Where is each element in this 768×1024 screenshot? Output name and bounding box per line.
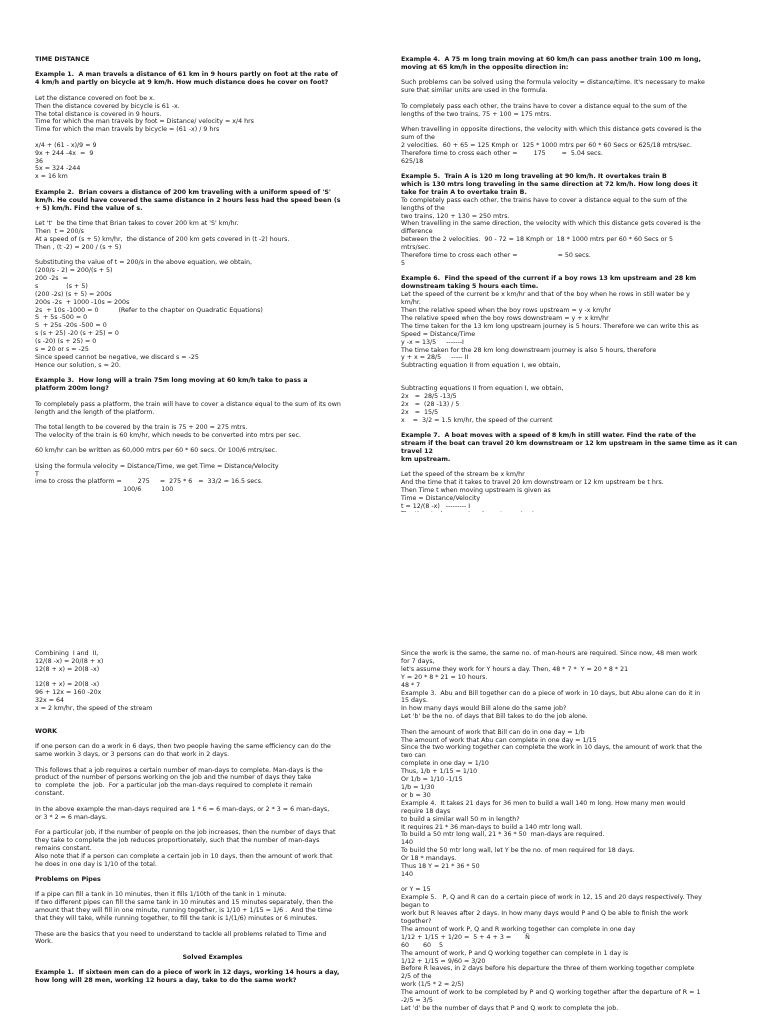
- text-line: lengths of the two trains, 75 + 100 = 175 mtrs.: [401, 110, 552, 118]
- text-line: (s -20) (s + 25) = 0: [35, 338, 97, 346]
- text-line: or 3 * 2 = 6 man-days.: [35, 813, 108, 821]
- heading-line: moving at 65 km/h in the opposite direction in:: [401, 63, 569, 71]
- text-line: To build the 50 mtr long wall, let Y be the no. of men required for 18 days.: [401, 847, 635, 855]
- text-line: ime to cross the platform = 275 = 275 * 6 = 33/2 = 16.5 secs.: [35, 478, 263, 486]
- text-line: [401, 464, 756, 472]
- text-line: 140: [401, 870, 414, 878]
- text-line: Before R leaves, in 2 days before his departure the three of them working together complete: [401, 965, 695, 973]
- text-line: [35, 759, 390, 767]
- text-line: Or 1/b = 1/10 -1/15: [401, 776, 463, 784]
- text-line: To build a 50 mtr long wall, 21 * 36 * 50 man-days are required.: [401, 831, 605, 839]
- text-line: Work.: [35, 938, 53, 946]
- text-line: lengths of the: [401, 204, 445, 212]
- text-line: x = 2 km/hr, the speed of the stream: [35, 704, 153, 712]
- text-line: Therefore time to cross each other = = 50 secs.: [401, 252, 591, 260]
- top-right-column: [401, 56, 756, 527]
- text-line: [35, 736, 390, 744]
- text-line: Then the amount of work that Bill can do in one day = 1/b: [401, 728, 585, 736]
- text-line: S + 5s -500 = 0: [35, 314, 88, 322]
- text-line: Thus 18 Y = 21 * 36 * 50: [401, 863, 480, 871]
- text-line: 96 + 12x = 160 -20x: [35, 689, 102, 697]
- text-line: [35, 713, 390, 721]
- text-line: 2x = 28/5 -13/5: [401, 393, 457, 401]
- text-line: [35, 720, 390, 728]
- text-line: The amount of work that Abu can complete in one day = 1/15: [401, 736, 597, 744]
- text-line: Subtracting equation II from equation I, we obtain,: [401, 362, 561, 370]
- text-line: length and the length of the platform.: [35, 408, 155, 416]
- text-line: [401, 879, 756, 887]
- bottom-right-column: [401, 650, 756, 1013]
- text-line: [35, 455, 390, 463]
- text-line: Time for which the man travels by foot = Distance/ velocity = x/4 hrs: [35, 118, 254, 126]
- text-line: km/hr.: [401, 299, 421, 307]
- text-line: Therefore time to cross each other = 175 = 5.04 secs.: [401, 149, 603, 157]
- text-line: [401, 95, 756, 103]
- text-line: or Y = 15: [401, 886, 431, 894]
- text-line: 60 60 5: [401, 941, 444, 949]
- text-line: At a speed of (s + 5) km/hr, the distance of 200 km gets covered in (t -2) hours.: [35, 235, 290, 243]
- text-line: or b = 30: [401, 791, 431, 799]
- text-line: two can: [401, 752, 426, 760]
- text-line: Time for which the man travels by bicycle = (61 -x) / 9 hrs: [35, 126, 220, 134]
- text-line: [35, 946, 390, 954]
- text-line: difference: [401, 228, 433, 236]
- text-line: T: [35, 470, 39, 478]
- text-line: (200/s - 2) = 200/(s + 5): [35, 267, 113, 275]
- text-line: Since the work is the same, the same no. of man-hours are required. Since now, 48 men work: [401, 650, 698, 657]
- text-line: amount that they will fill in one minute, running together, is 1/10 + 1/15 = 1/6 . And the time: [35, 907, 332, 915]
- text-line: 15 days.: [401, 697, 428, 705]
- heading-line: + 5) km/h. Find the value of s.: [35, 204, 143, 212]
- page-bottom: [0, 512, 768, 1024]
- text-line: 2s + 10s -1000 = 0 (Refer to the chapter on Quadratic Equations): [35, 306, 263, 314]
- text-line: Substituting the value of t = 200/s in the above equation, we obtain,: [35, 259, 253, 267]
- text-line: Or 18 * mandays.: [401, 855, 457, 863]
- text-line: s (s + 25) -20 (s + 25) = 0: [35, 330, 119, 338]
- top-left-column: [35, 56, 390, 494]
- text-line: they take to complete the job reduces proportionately, such that the number of man-days: [35, 836, 320, 844]
- text-line: 625/18: [401, 157, 424, 165]
- text-line: [35, 923, 390, 931]
- text-line: 9x + 244 -4x = 9: [35, 149, 94, 157]
- text-line: The velocity of the train is 60 km/hr, which needs to be converted into mtrs per sec.: [35, 431, 301, 439]
- heading-line: Example 1. A man travels a distance of 61 km in 9 hours partly on foot at the rate of: [35, 71, 338, 79]
- heading-line: Example 1. If sixteen men can do a piece of work in 12 days, working 14 hours a day,: [35, 969, 340, 977]
- text-line: 12(8 + x) = 20(8 -x): [35, 681, 100, 689]
- text-line: The amount of work, P and Q working together can complete in 1 day is: [401, 949, 629, 957]
- text-line: work but R leaves after 2 days. In how many days would P and Q be able to finish the work: [401, 910, 689, 918]
- text-line: Let 'b' be the no. of days that Bill takes to do the job alone.: [401, 713, 588, 721]
- heading-line: Example 7. A boat moves with a speed of 8 km/h in still water. Find the rate of the: [401, 432, 697, 440]
- text-line: The time taken for the 28 km long downstream journey is also 5 hours, therefore: [401, 346, 657, 354]
- text-line: Speed = Distance/Time: [401, 330, 476, 338]
- text-line: [401, 425, 756, 433]
- text-line: s = 20 or s = -25: [35, 346, 89, 354]
- text-line: x/4 + (61 - x)/9 = 9: [35, 141, 97, 149]
- heading-line: which is 130 mtrs long traveling in the same direction at 72 km/h. How long does it: [401, 180, 698, 188]
- text-line: x = 3/2 = 1.5 km/hr, the speed of the current: [401, 416, 553, 424]
- text-line: Such problems can be solved using the formula velocity = distance/time. It's necessary to make: [401, 79, 705, 87]
- heading-line: TIME DISTANCE: [35, 56, 90, 63]
- text-line: 1/12 + 1/15 + 1/20 = 5 + 4 + 3 = Ñ: [401, 933, 530, 941]
- text-line: If one person can do a work in 6 days, then two people having the same efficiency can do the: [35, 743, 331, 751]
- heading-line: Example 6. Find the speed of the current if a boy rows 13 km upstream and 28 km: [401, 275, 697, 283]
- text-line: When travelling in the same direction, the velocity with which this distance gets covered is the: [401, 220, 701, 228]
- text-line: 1/12 + 1/15 = 9/60 = 3/20: [401, 957, 486, 965]
- text-line: [401, 268, 756, 276]
- text-line: Using the formula velocity = Distance/Time, we get Time = Distance/Velocity: [35, 462, 279, 470]
- heading-line: Solved Examples: [182, 953, 243, 961]
- text-line: The amount of work P, Q and R working together can complete in one day: [401, 925, 636, 933]
- heading-line: Example 2. Brian covers a distance of 200 km traveling with a uniform speed of 'S': [35, 188, 331, 196]
- text-line: Let 'd' be the number of days that P and Q work to complete the job.: [401, 1004, 619, 1012]
- text-line: sure that similar units are used in the formula.: [401, 87, 548, 95]
- heading-line: Example 3. How long will a train 75m long moving at 60 km/h take to pass a: [35, 377, 308, 385]
- text-line: t = 12/(8 -x) --------- I: [401, 503, 471, 510]
- heading-line: 4 km/h and partly on bicycle at 9 km/h. How much distance does he cover on foot?: [35, 79, 329, 87]
- text-line: [35, 181, 390, 189]
- text-line: [35, 962, 390, 970]
- text-line: Thus, 1/b + 1/15 = 1/10: [401, 768, 478, 776]
- heading-line: Example 4. A 75 m long train moving at 60 km/h can pass another train 100 m long,: [401, 56, 701, 63]
- text-line: S + 25s -20s -500 = 0: [35, 322, 107, 330]
- heading-line: how long will 28 men, working 12 hours a day, take to do the same work?: [35, 977, 297, 985]
- text-line: 60 km/hr can be written as 60,000 mtrs per 60 * 60 secs. Or 100/6 mtrs/sec.: [35, 447, 278, 455]
- text-line: [35, 252, 390, 260]
- text-line: [35, 798, 390, 806]
- text-line: [35, 822, 390, 830]
- text-line: For a particular job, if the number of people on the job increases, then the number of days that: [35, 829, 336, 836]
- text-line: he does in one day is 1/10 of the total.: [35, 860, 157, 868]
- text-line: y + x = 28/5 ----- II: [401, 354, 469, 362]
- text-line: 2 velocities. 60 + 65 = 125 Kmph or 125 * 1000 mtrs per 60 * 60 Secs or 625/18 mtrs/sec.: [401, 141, 692, 149]
- text-line: Let the speed of the stream be x km/hr: [401, 471, 525, 479]
- text-line: for 7 days,: [401, 657, 435, 665]
- text-line: [35, 440, 390, 448]
- heading-line: platform 200m long?: [35, 385, 109, 393]
- text-line: Also note that if a person can complete a certain job in 10 days, then the amount of work that: [35, 852, 333, 860]
- text-line: The amount of work to be completed by P and Q working together after the departure of R = 1: [401, 989, 701, 997]
- text-line: 48 * 7: [401, 681, 421, 689]
- text-line: If two different pipes can fill the same tank in 10 minutes and 15 minutes separately, then the: [35, 899, 333, 907]
- text-line: Hence our solution, s = 20.: [35, 361, 121, 369]
- text-line: Example 5. P, Q and R can do a certain piece of work in 12, 15 and 20 days respectively. They: [401, 894, 702, 902]
- text-line: To completely pass each other, the trains have to cover a distance equal to the sum of the: [401, 102, 687, 110]
- text-line: 2x = (28 -13) / 5: [401, 401, 460, 409]
- text-line: Let the distance covered on foot be x.: [35, 94, 155, 102]
- text-line: And the time that it takes to travel 20 km downstream or 12 km upstream be t hrs.: [401, 479, 664, 487]
- text-line: [401, 118, 756, 126]
- text-line: Then t = 200/s: [35, 227, 84, 235]
- text-line: [35, 87, 390, 95]
- text-line: These are the basics that you need to understand to tackle all problems related to Time and: [35, 930, 327, 938]
- text-line: work (1/5 * 2 = 2/5): [401, 981, 464, 989]
- text-line: [35, 884, 390, 892]
- text-line: [35, 416, 390, 424]
- text-line: Then Time t when moving upstream is given as: [401, 487, 551, 495]
- heading-line: km/h. He could have covered the same distance in 2 hours less had the speed been (s: [35, 196, 341, 204]
- text-line: In the above example the man-days required are 1 * 6 = 6 man-days, or 2 * 3 = 6 man-days,: [35, 805, 330, 813]
- text-line: [35, 213, 390, 221]
- text-line: [35, 64, 390, 72]
- text-line: Let the speed of the current be x km/hr and that of the boy when he rows in still water be y: [401, 291, 690, 299]
- text-line: To completely pass each other, the trains have to cover a distance equal to the sum of the: [401, 196, 687, 204]
- text-line: to complete the job. For a particular job the man-days required to complete it remain: [35, 782, 313, 790]
- text-line: began to: [401, 902, 430, 910]
- text-line: 2x = 15/5: [401, 408, 439, 416]
- text-line: y -x = 13/5 -------I: [401, 338, 464, 346]
- text-line: [401, 72, 756, 80]
- text-line: Let 't' be the time that Brian takes to cover 200 km at 'S' km/hr.: [35, 220, 239, 227]
- text-line: to build a similar wall 50 m in length?: [401, 815, 520, 823]
- text-line: (200 -2s) (s + 5) = 200s: [35, 290, 112, 298]
- text-line: [401, 378, 756, 386]
- text-line: Then , (t -2) = 200 / (s + 5): [35, 243, 122, 251]
- text-line: 36: [35, 157, 44, 165]
- text-line: If a pipe can fill a tank in 10 minutes, then it fills 1/10th of the tank in 1 minute.: [35, 891, 287, 899]
- text-line: Example 3. Abu and Bill together can do a piece of work in 10 days, but Abu alone can do it in: [401, 689, 701, 697]
- text-line: sum of the: [401, 133, 435, 141]
- text-line: It requires 21 * 36 man-days to build a 140 mtr long wall.: [401, 823, 583, 831]
- text-line: Subtracting equations II from equation I, we obtain,: [401, 385, 564, 393]
- text-line: 5: [401, 259, 406, 267]
- heading-line: take for train A to overtake train B.: [401, 188, 527, 196]
- text-line: 140: [401, 839, 414, 847]
- heading-line: stream if the boat can travel 20 km downstream or 12 km upstream in the same time as it can travel 12: [401, 440, 740, 456]
- heading-line: Example 5. Train A is 120 m long traveling at 90 km/h. It overtakes train B: [401, 172, 667, 180]
- text-line: 32x = 64: [35, 697, 65, 705]
- heading-line: downstream taking 5 hours each time.: [401, 283, 539, 291]
- text-line: 200 -2s =: [35, 274, 68, 282]
- text-line: Since the two working together can complete the work in 10 days, the amount of work that the: [401, 744, 702, 752]
- text-line: 1/b = 1/30: [401, 784, 435, 791]
- text-line: When travelling in opposite directions, the velocity with which this distance gets covered is the: [401, 125, 702, 133]
- text-line: 12(8 + x) = 20(8 -x): [35, 665, 100, 673]
- text-line: require 18 days: [401, 807, 451, 815]
- text-line: Combining I and II,: [35, 650, 99, 657]
- text-line: Then the distance covered by bicycle is 61 -x.: [35, 102, 180, 110]
- text-line: To completely pass a platform, the train will have to cover a distance equal to the sum of its own: [35, 400, 341, 408]
- text-line: [35, 393, 390, 401]
- text-line: 200s -2s + 1000 -10s = 200s: [35, 298, 130, 306]
- text-line: [35, 370, 390, 378]
- text-line: [35, 134, 390, 142]
- text-line: 100/6 100: [35, 486, 174, 494]
- bottom-left-column: [35, 650, 390, 985]
- text-line: let's assume they work for Y hours a day. Then, 48 * 7 * Y = 20 * 8 * 21: [401, 665, 629, 673]
- text-line: together?: [401, 918, 432, 925]
- text-line: that they will take, while running together, to fill the tank is 1/(1/6) minutes or 6 minutes.: [35, 915, 318, 923]
- text-line: mtrs/sec.: [401, 244, 431, 252]
- text-line: complete in one day = 1/10: [401, 760, 489, 768]
- text-line: In how many days would Bill alone do the same job?: [401, 705, 567, 713]
- heading-line: WORK: [35, 727, 58, 735]
- text-line: The total length to be covered by the train is 75 + 200 = 275 mtrs.: [35, 423, 248, 431]
- text-line: between the 2 velocities. 90 - 72 = 18 Kmph or 18 * 1000 mtrs per 60 * 60 Secs or 5: [401, 236, 674, 244]
- text-line: constant.: [35, 790, 65, 798]
- text-line: same workin 3 days, or 3 persons can do that work in 2 days.: [35, 751, 230, 759]
- text-line: [401, 721, 756, 729]
- text-line: The relative speed when the boy rows downstream = y + x km/hr: [401, 314, 609, 322]
- text-line: Example 4. It takes 21 days for 36 men to build a wall 140 m long. How many men would: [401, 799, 686, 807]
- text-line: The time taken for the 13 km long upstream journey is 5 hours. Therefore we can write this as: [401, 322, 699, 330]
- heading-line: Problems on Pipes: [35, 876, 101, 884]
- text-line: The total distance is covered in 9 hours.: [35, 110, 162, 118]
- text-line: 2/5 of the: [401, 973, 432, 981]
- heading-line: km upstream.: [401, 455, 451, 463]
- text-line: Y = 20 * 8 * 21 = 10 hours.: [401, 673, 488, 681]
- text-line: Time = Distance/Velocity: [401, 495, 481, 503]
- text-line: [401, 370, 756, 378]
- text-line: two trains, 120 + 130 = 250 mtrs.: [401, 212, 510, 220]
- text-line: Since speed cannot be negative, we discard s = -25: [35, 354, 199, 361]
- text-line: x = 16 km: [35, 173, 68, 181]
- text-line: 12/(8 -x) = 20/(8 + x): [35, 657, 104, 665]
- text-line: -2/5 = 3/5: [401, 997, 433, 1005]
- text-line: Then the relative speed when the boy rows upstream = y -x km/hr: [401, 306, 612, 314]
- text-line: remains constant.: [35, 844, 92, 852]
- text-line: [35, 869, 390, 877]
- text-line: product of the number of persons working on the job and the number of days they take: [35, 774, 312, 782]
- text-line: s (s + 5): [35, 282, 88, 290]
- text-line: This follows that a job requires a certain number of man-days to complete. Man-days is the: [35, 766, 323, 774]
- text-line: [35, 674, 390, 682]
- text-line: [401, 165, 756, 173]
- text-line: 5x = 324 -244: [35, 165, 81, 173]
